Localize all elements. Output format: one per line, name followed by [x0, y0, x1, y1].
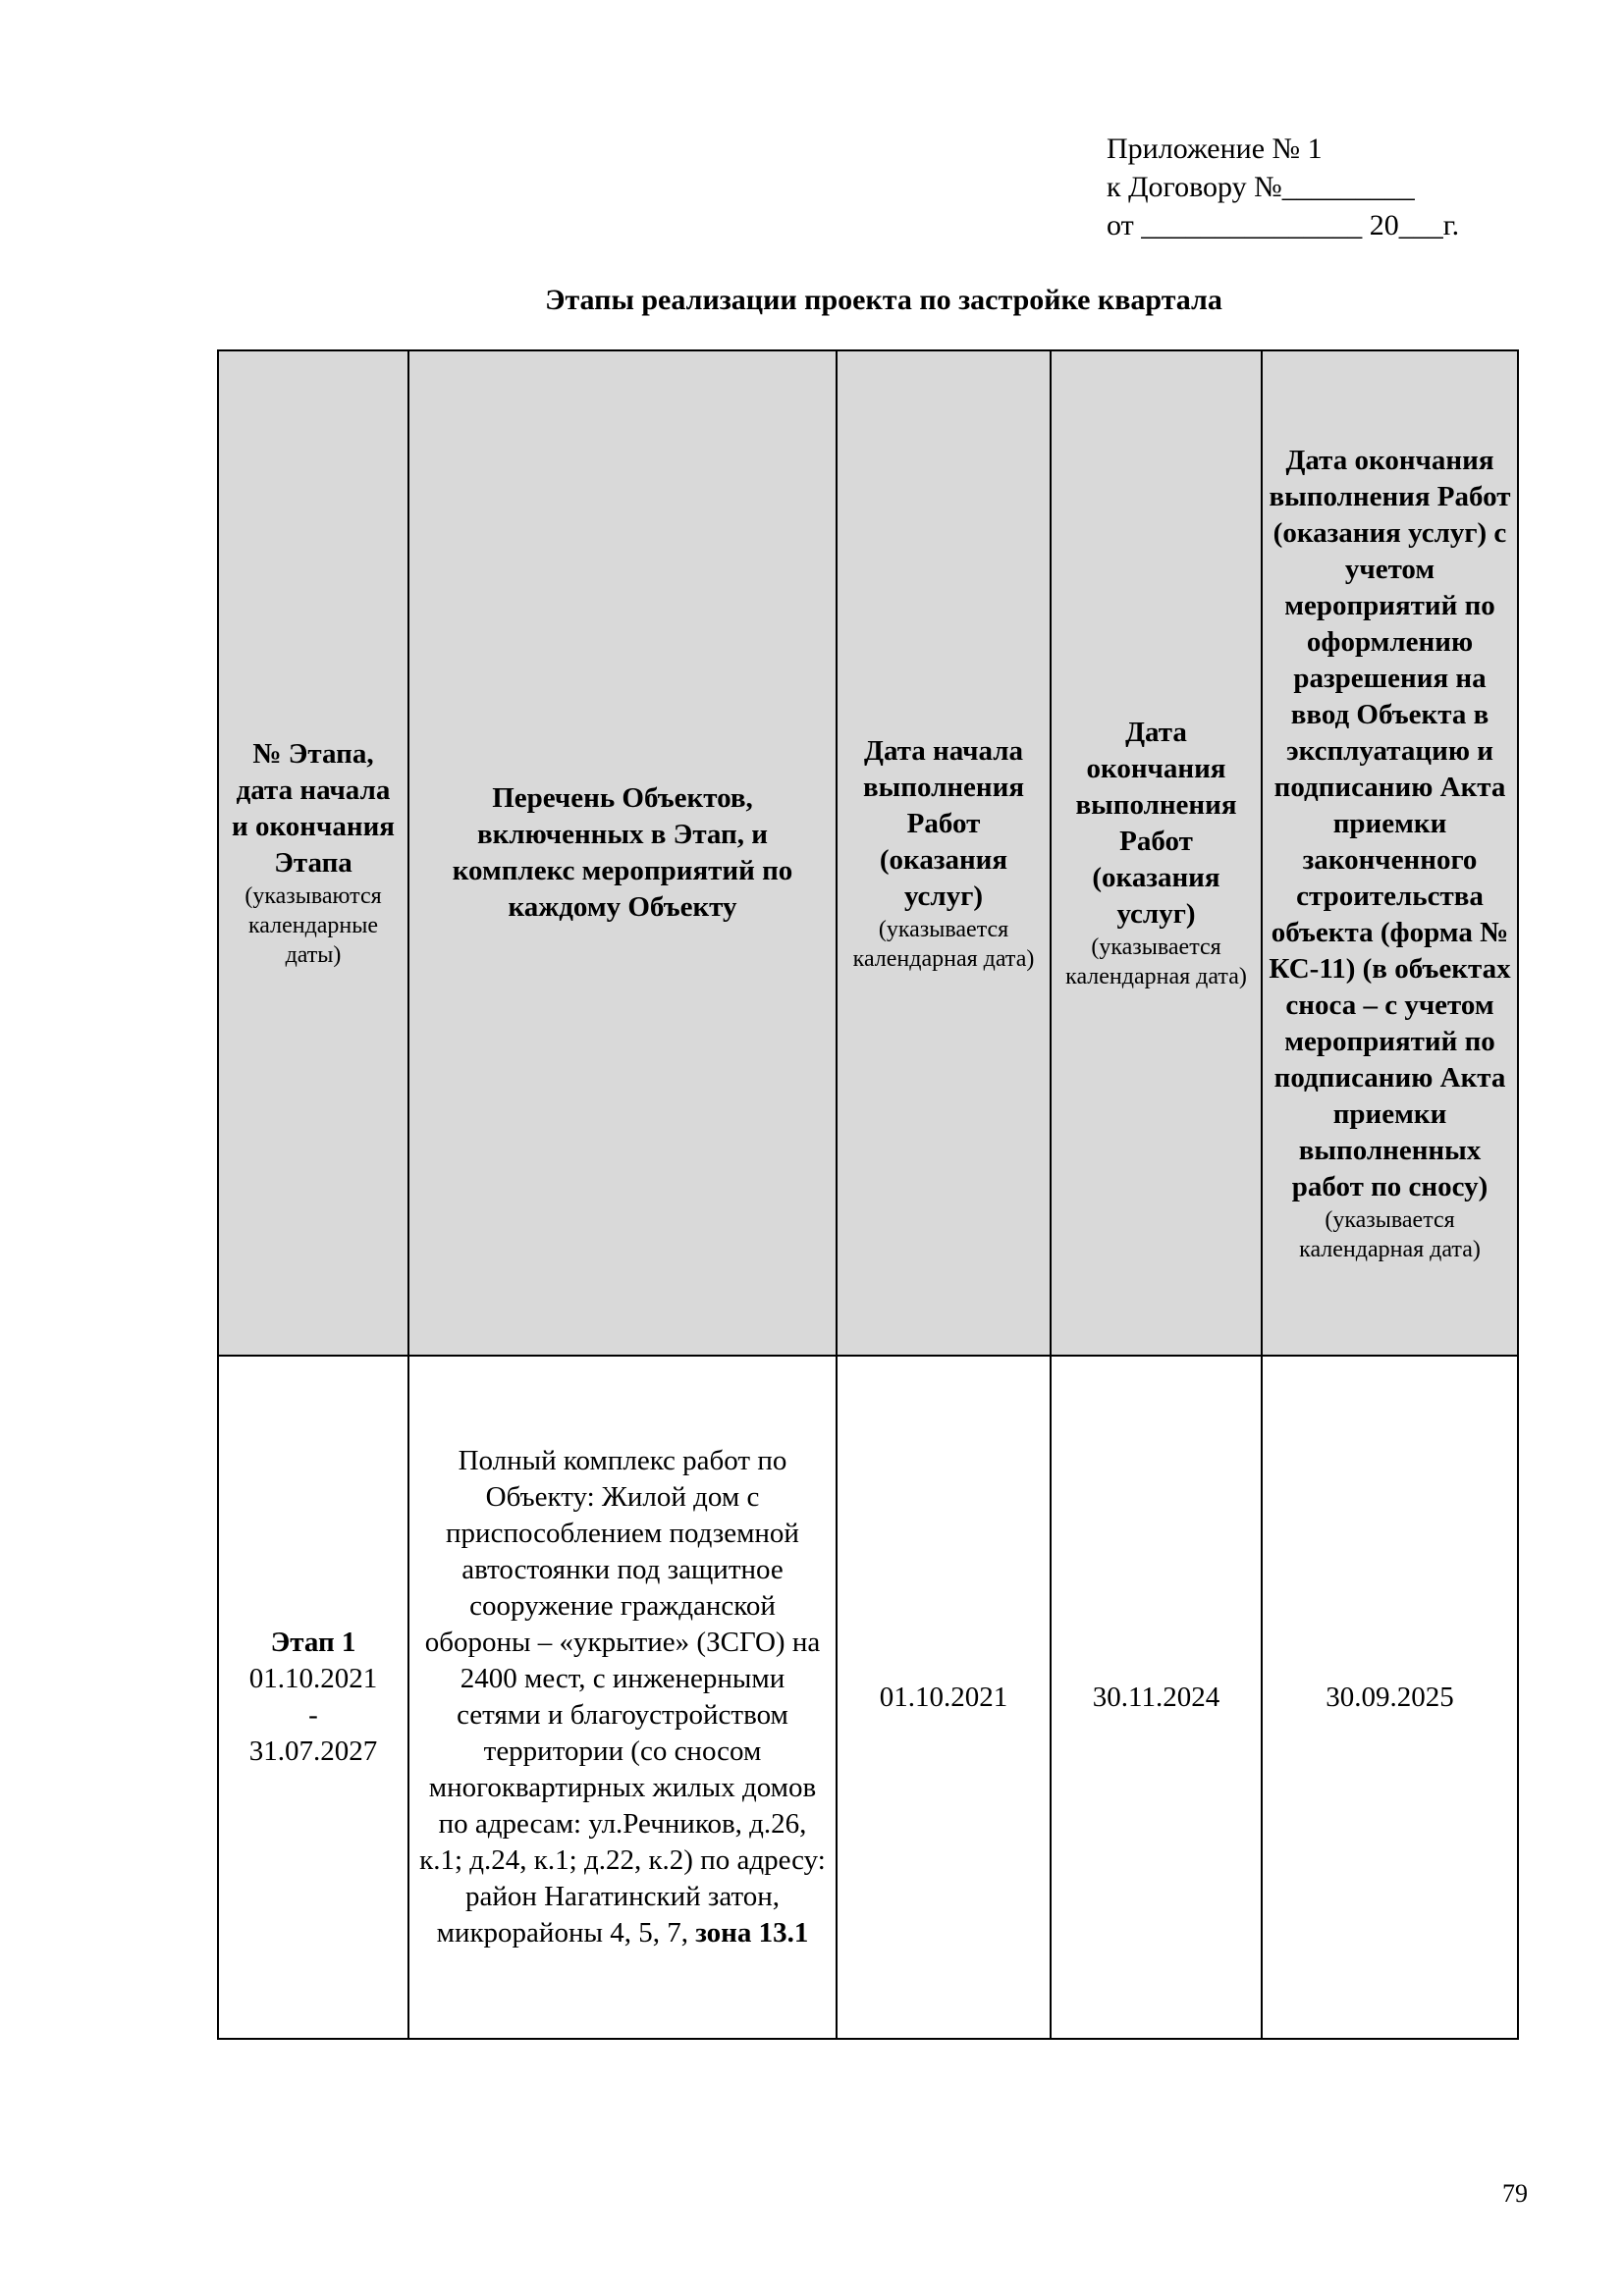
objects-zone: зона 13.1	[695, 1917, 809, 1949]
cell-objects	[408, 1356, 837, 2039]
appendix-line-3: от _______________ 20___г.	[1107, 209, 1460, 241]
stage-start: 01.10.2021	[248, 1663, 378, 1694]
header-end-date	[1051, 350, 1262, 1356]
header-stage-note: (указываются календарные даты)	[244, 883, 382, 968]
appendix-line-1: Приложение № 1	[1107, 133, 1323, 165]
appendix-block	[1107, 130, 1459, 244]
header-objects	[408, 350, 837, 1356]
header-start-date-note: (указывается календарная дата)	[852, 916, 1035, 972]
cell-final-date: 30.09.2025	[1262, 1356, 1518, 2039]
document-title: Этапы реализации проекта по застройке квартала	[545, 284, 1222, 316]
header-start-date	[837, 350, 1051, 1356]
table-row	[218, 1356, 1518, 2039]
header-stage	[218, 350, 408, 1356]
header-start-date-title: Дата начала выполнения Работ (оказания услуг)	[862, 734, 1025, 912]
stages-table	[217, 349, 1519, 2040]
header-stage-title: № Этапа, дата начала и окончания Этапа	[232, 738, 395, 879]
header-end-date-note: (указывается календарная дата)	[1065, 934, 1247, 989]
cell-start-date: 01.10.2021	[837, 1356, 1051, 2039]
stage-end: 31.07.2027	[248, 1735, 378, 1767]
appendix-line-2: к Договору №_________	[1107, 171, 1415, 203]
stage-label: Этап 1	[270, 1627, 356, 1658]
cell-end-date: 30.11.2024	[1051, 1356, 1262, 2039]
objects-text: Полный комплекс работ по Объекту: Жилой дом с приспособлением подземной автостоянки под защитное сооружение гражданской обороны – «укрытие» (ЗСГО) на 2400 мест, с инженерными сетями и благоустройством территории (со сносом многоквартирных жилых домов по адресам: ул.Речников, д.26, к.1; д.24, к.1; д.22, к.2) по адресу: район Нагатинский затон, микрорайоны 4, 5, 7,	[419, 1445, 826, 1949]
header-final-date	[1262, 350, 1518, 1356]
header-objects-title: Перечень Объектов, включенных в Этап, и комплекс мероприятий по каждому Объекту	[452, 782, 793, 923]
header-final-date-title: Дата окончания выполнения Работ (оказания услуг) с учетом мероприятий по оформлению разрешения на ввод Объекта в эксплуатацию и подписанию Акта приемки законченного строительства объекта (форма № КС-11) (в объектах сноса – с учетом мероприятий по подписанию Акта приемки выполненных работ по сносу)	[1269, 444, 1511, 1202]
page-number: 79	[1502, 2179, 1528, 2208]
stage-separator: -	[308, 1699, 318, 1731]
cell-stage	[218, 1356, 408, 2039]
header-end-date-title: Дата окончания выполнения Работ (оказания услуг)	[1075, 717, 1237, 930]
table-header-row	[218, 350, 1518, 1356]
header-final-date-note: (указывается календарная дата)	[1299, 1206, 1481, 1262]
